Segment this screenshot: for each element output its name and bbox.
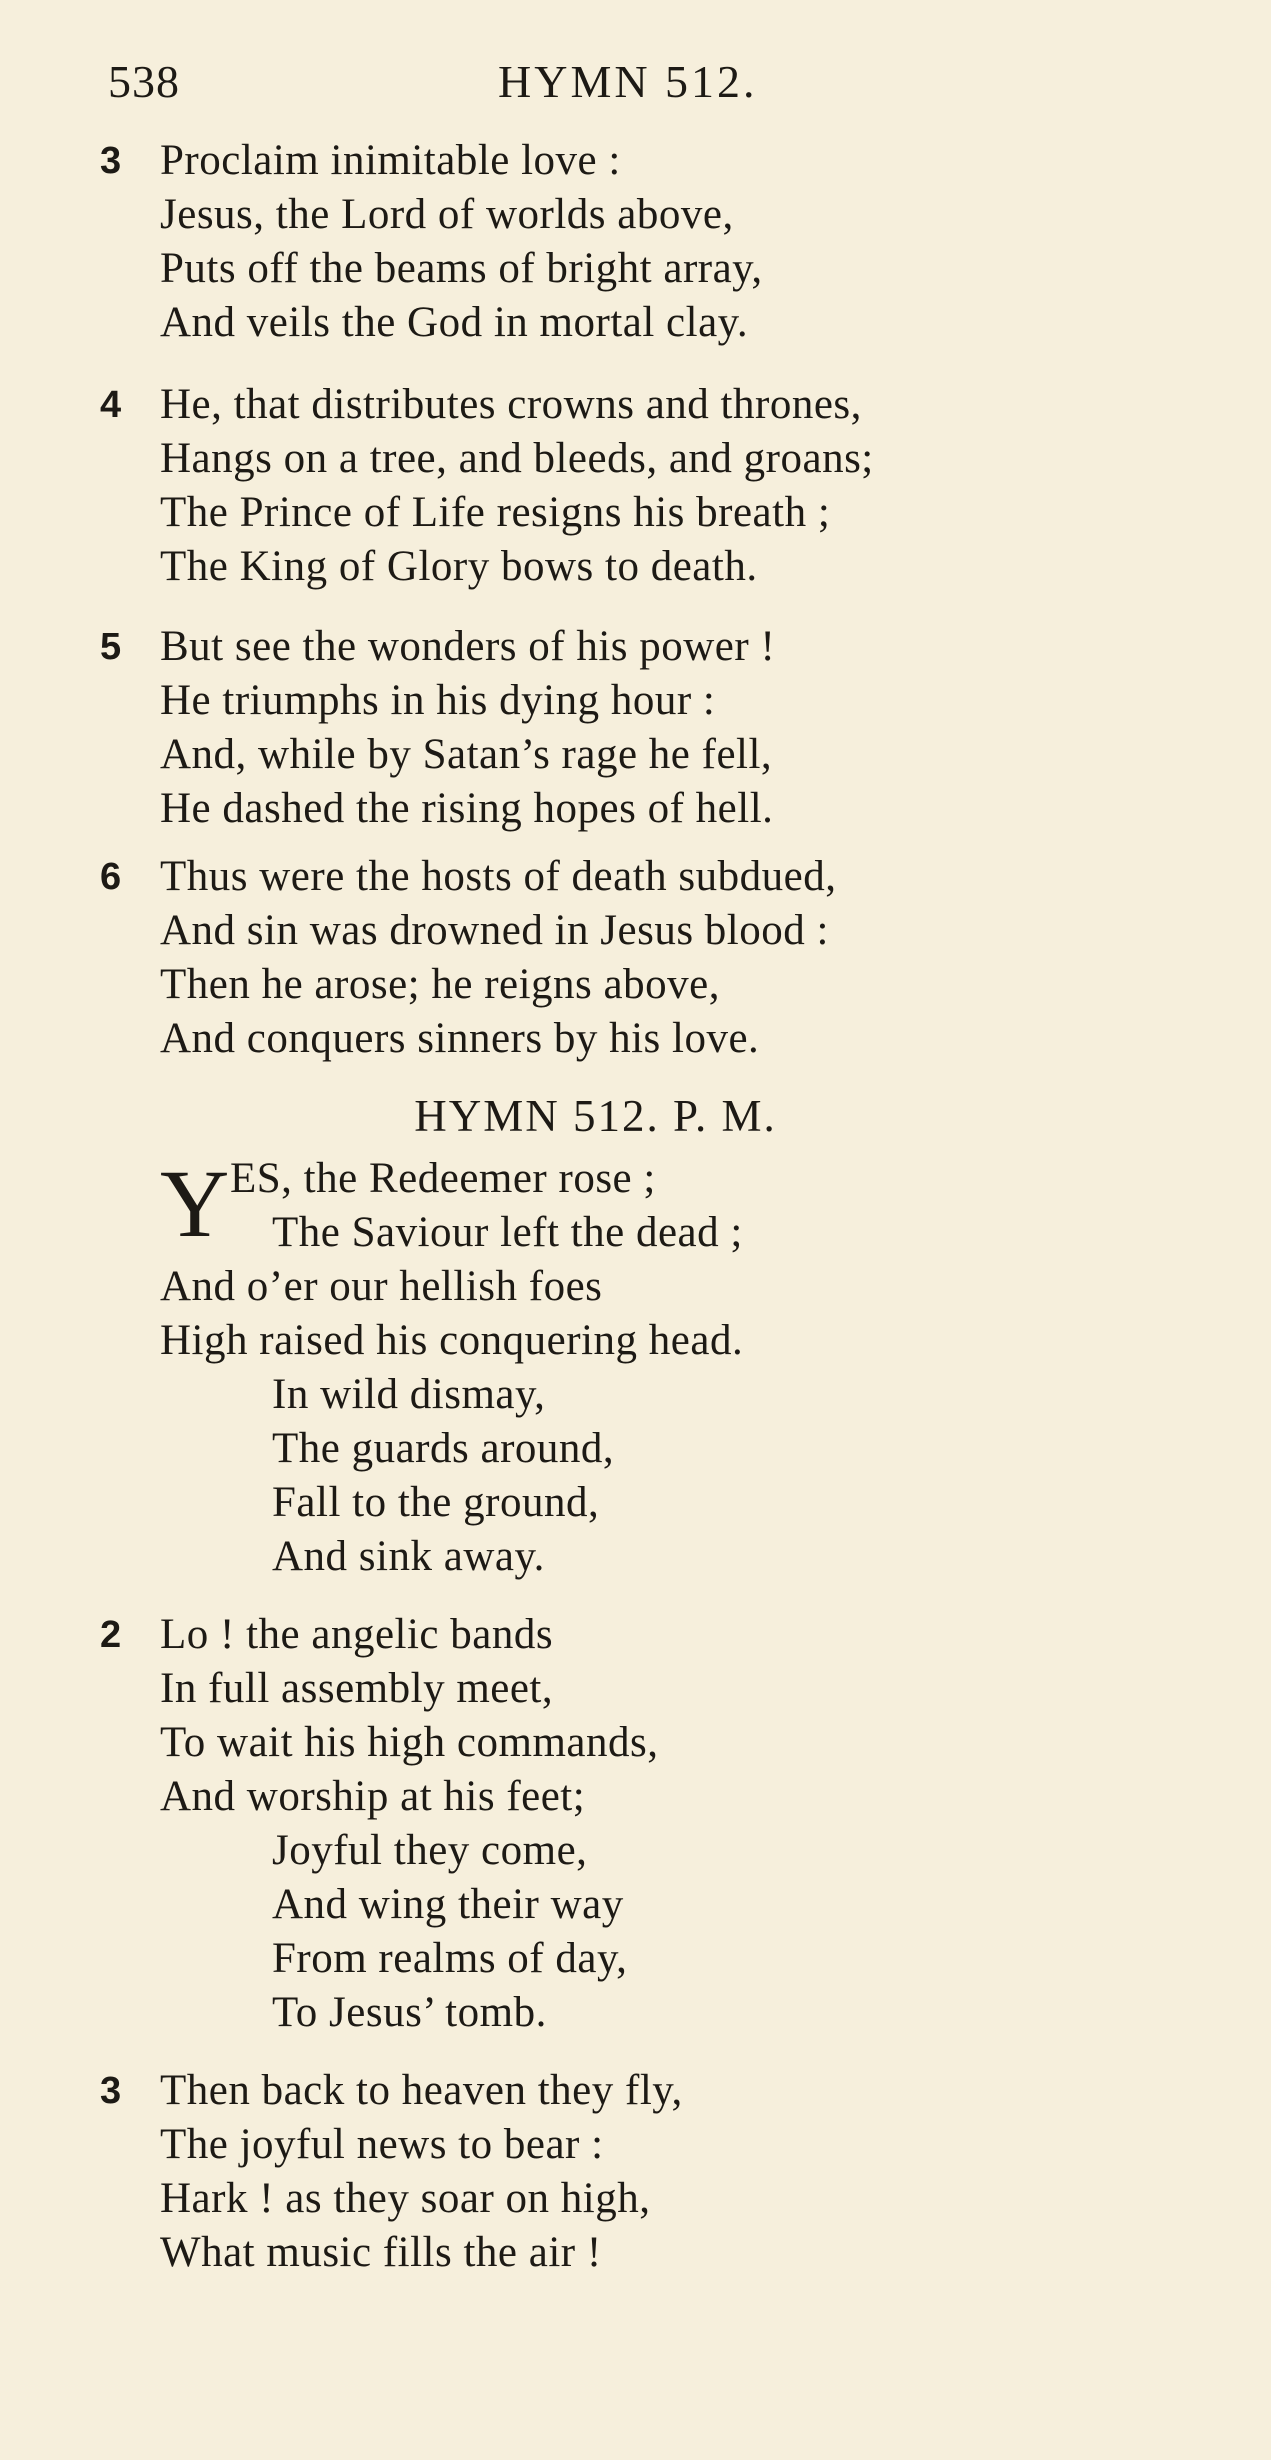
drop-cap: Y: [160, 1150, 230, 1257]
verse-text: To wait his high commands,: [160, 1719, 659, 1766]
verse-number: 3: [100, 2070, 122, 2112]
verse-number: 3: [100, 140, 122, 182]
verse-text: But see the wonders of his power !: [160, 623, 776, 670]
verse-text: The King of Glory bows to death.: [160, 543, 758, 590]
hymn512-verse-2: [100, 1608, 1200, 2040]
verse-line: [100, 1422, 1200, 1476]
verse-text: The Prince of Life resigns his breath ;: [160, 489, 831, 536]
verse-line: [100, 378, 1200, 432]
verse-number: 6: [100, 856, 122, 898]
verse-text: Puts off the beams of bright array,: [160, 245, 763, 292]
verse-line: [100, 2064, 1200, 2118]
verse-line: [100, 134, 1200, 188]
running-head: HYMN 512.: [498, 56, 758, 107]
hymn512-verse-1: [100, 1152, 1200, 1584]
verse-text: He triumphs in his dying hour :: [160, 677, 716, 724]
verse-text: And wing their way: [272, 1881, 624, 1928]
verse-text: Hangs on a tree, and bleeds, and groans;: [160, 435, 874, 482]
verse-text: Hark ! as they soar on high,: [160, 2175, 651, 2222]
verse-text: Jesus, the Lord of worlds above,: [160, 191, 734, 238]
verse-line: [100, 1932, 1200, 1986]
verse-line: [100, 1206, 1200, 1260]
verse-text: And conquers sinners by his love.: [160, 1015, 760, 1062]
verse-text: The Saviour left the dead ;: [272, 1209, 743, 1256]
verse-text: To Jesus’ tomb.: [272, 1989, 547, 2036]
verse-line: [100, 1476, 1200, 1530]
verse-line: [100, 958, 1200, 1012]
verse-text: High raised his conquering head.: [160, 1317, 744, 1364]
verse-line: [100, 1662, 1200, 1716]
verse-line: [100, 2118, 1200, 2172]
verse-text: And veils the God in mortal clay.: [160, 299, 749, 346]
verse-line: [100, 2226, 1200, 2280]
verse-text: What music fills the air !: [160, 2229, 602, 2276]
hymn-title: [0, 1086, 1271, 1146]
verse-3: [100, 134, 1200, 350]
verse-text: And sink away.: [272, 1533, 545, 1580]
verse-5: [100, 620, 1200, 836]
verse-line: [100, 904, 1200, 958]
verse-line: [100, 1260, 1200, 1314]
verse-text: From realms of day,: [272, 1935, 628, 1982]
verse-text: Fall to the ground,: [272, 1479, 600, 1526]
verse-line: [100, 850, 1200, 904]
verse-text: He, that distributes crowns and thrones,: [160, 381, 862, 428]
verse-line: [100, 1368, 1200, 1422]
verse-line: [100, 728, 1200, 782]
verse-line: [100, 1716, 1200, 1770]
verse-line: [100, 1824, 1200, 1878]
verse-text: And worship at his feet;: [160, 1773, 586, 1820]
verse-number: 5: [100, 626, 122, 668]
page-number: 538: [108, 56, 180, 107]
verse-line: [100, 782, 1200, 836]
verse-number: 2: [100, 1614, 122, 1656]
verse-text: Then he arose; he reigns above,: [160, 961, 720, 1008]
verse-line: [100, 2172, 1200, 2226]
verse-text: And sin was drowned in Jesus blood :: [160, 907, 829, 954]
verse-line: [100, 1770, 1200, 1824]
verse-text: In full assembly meet,: [160, 1665, 554, 1712]
verse-6: [100, 850, 1200, 1066]
verse-line: [100, 1986, 1200, 2040]
verse-line: [100, 1878, 1200, 1932]
verse-text: Thus were the hosts of death subdued,: [160, 853, 837, 900]
verse-number: 4: [100, 384, 122, 426]
verse-line: [100, 1608, 1200, 1662]
verse-line: [100, 1314, 1200, 1368]
verse-text: The guards around,: [272, 1425, 615, 1472]
verse-line: [100, 1530, 1200, 1584]
verse-text: In wild dismay,: [272, 1371, 546, 1418]
verse-line: [100, 540, 1200, 594]
verse-text: The joyful news to bear :: [160, 2121, 604, 2168]
verse-text: He dashed the rising hopes of hell.: [160, 785, 774, 832]
verse-line: [100, 296, 1200, 350]
verse-text: ES, the Redeemer rose ;: [230, 1155, 656, 1202]
hymn-title-text: HYMN 512. P. M.: [414, 1091, 777, 1141]
verse-line: [100, 432, 1200, 486]
hymn512-verse-3: [100, 2064, 1200, 2280]
verse-line: [100, 188, 1200, 242]
verse-text: Proclaim inimitable love :: [160, 137, 621, 184]
verse-4: [100, 378, 1200, 594]
verse-text: And, while by Satan’s rage he fell,: [160, 731, 773, 778]
verse-line: [100, 1012, 1200, 1066]
verse-text: And o’er our hellish foes: [160, 1263, 603, 1310]
verse-line: [100, 242, 1200, 296]
verse-line: [100, 674, 1200, 728]
verse-line: [100, 620, 1200, 674]
page-header: [108, 52, 1148, 112]
verse-text: Then back to heaven they fly,: [160, 2067, 683, 2114]
verse-line: [100, 486, 1200, 540]
verse-text: Lo ! the angelic bands: [160, 1611, 554, 1658]
verse-text: Joyful they come,: [272, 1827, 588, 1874]
